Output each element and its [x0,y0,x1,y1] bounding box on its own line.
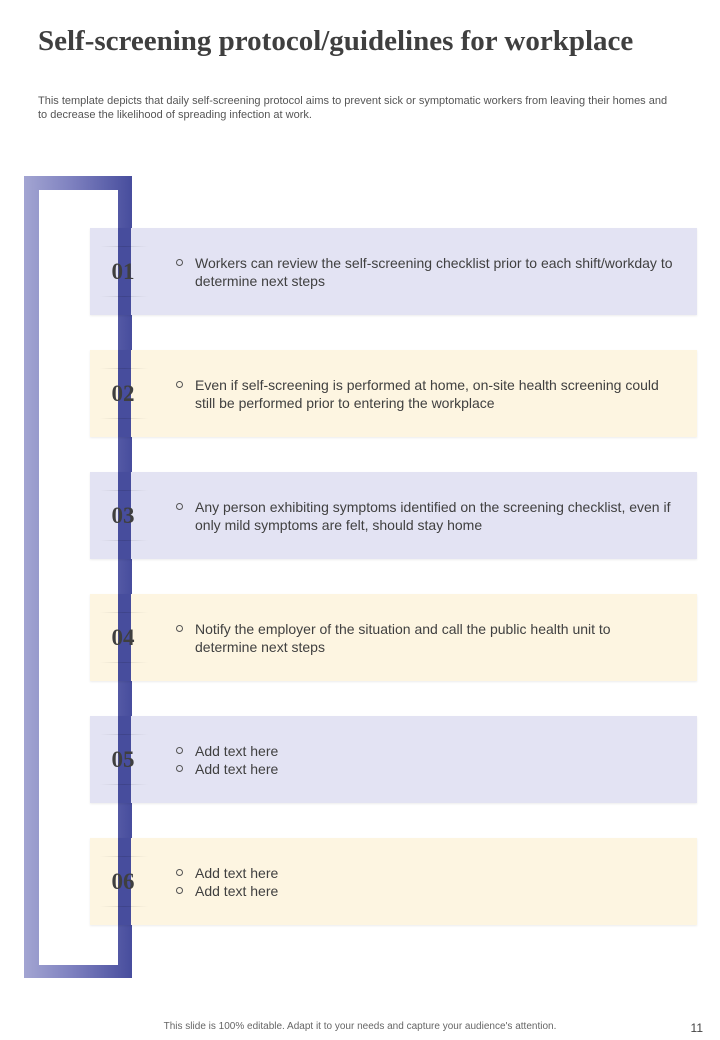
number-divider [100,418,148,419]
bullet-item: Add text here [176,864,676,882]
bullet-item: Add text here [176,882,676,900]
bullet-circle-icon [176,869,183,876]
bullet-item: Add text here [176,742,676,760]
bullet-item: Notify the employer of the situation and call the public health unit to determine next steps [176,620,676,656]
step-number: 02 [111,380,135,406]
step-bullet-list [176,838,676,925]
bullet-item: Add text here [176,760,676,778]
bullet-item: Even if self-screening is performed at home, on-site health screening could still be performed prior to entering the workplace [176,376,676,412]
step-card-02 [90,350,697,437]
step-number: 01 [111,258,135,284]
step-bullet-list [176,350,676,437]
number-divider [100,540,148,541]
step-card-01 [90,228,697,315]
step-card-05 [90,716,697,803]
step-card-06 [90,838,697,925]
step-bullet-list [176,228,676,315]
page-subtitle: This template depicts that daily self-screening protocol aims to prevent sick or symptomatic workers from leaving their homes and to decrease the likelihood of spreading infection at work. [38,95,668,121]
page-title: Self-screening protocol/guidelines for workplace [38,25,634,57]
footer-note: This slide is 100% editable. Adapt it to your needs and capture your audience's attention. [163,1021,557,1032]
bullet-circle-icon [176,747,183,754]
number-divider [100,784,148,785]
step-number: 03 [111,502,135,528]
step-card-04 [90,594,697,681]
step-bullet-list [176,472,676,559]
page-number: 11 [690,1021,703,1035]
step-number: 06 [111,868,135,894]
bullet-circle-icon [176,765,183,772]
bullet-item: Workers can review the self-screening checklist prior to each shift/workday to determine next steps [176,254,676,290]
bullet-item: Any person exhibiting symptoms identified on the screening checklist, even if only mild symptoms are felt, should stay home [176,498,676,534]
bullet-circle-icon [176,259,183,266]
number-divider [100,906,148,907]
bullet-circle-icon [176,503,183,510]
step-bullet-list [176,594,676,681]
step-bullet-list [176,716,676,803]
bullet-circle-icon [176,887,183,894]
step-number: 04 [111,624,135,650]
number-divider [100,296,148,297]
step-card-03 [90,472,697,559]
bullet-circle-icon [176,625,183,632]
step-number: 05 [111,746,135,772]
number-divider [100,662,148,663]
bullet-circle-icon [176,381,183,388]
